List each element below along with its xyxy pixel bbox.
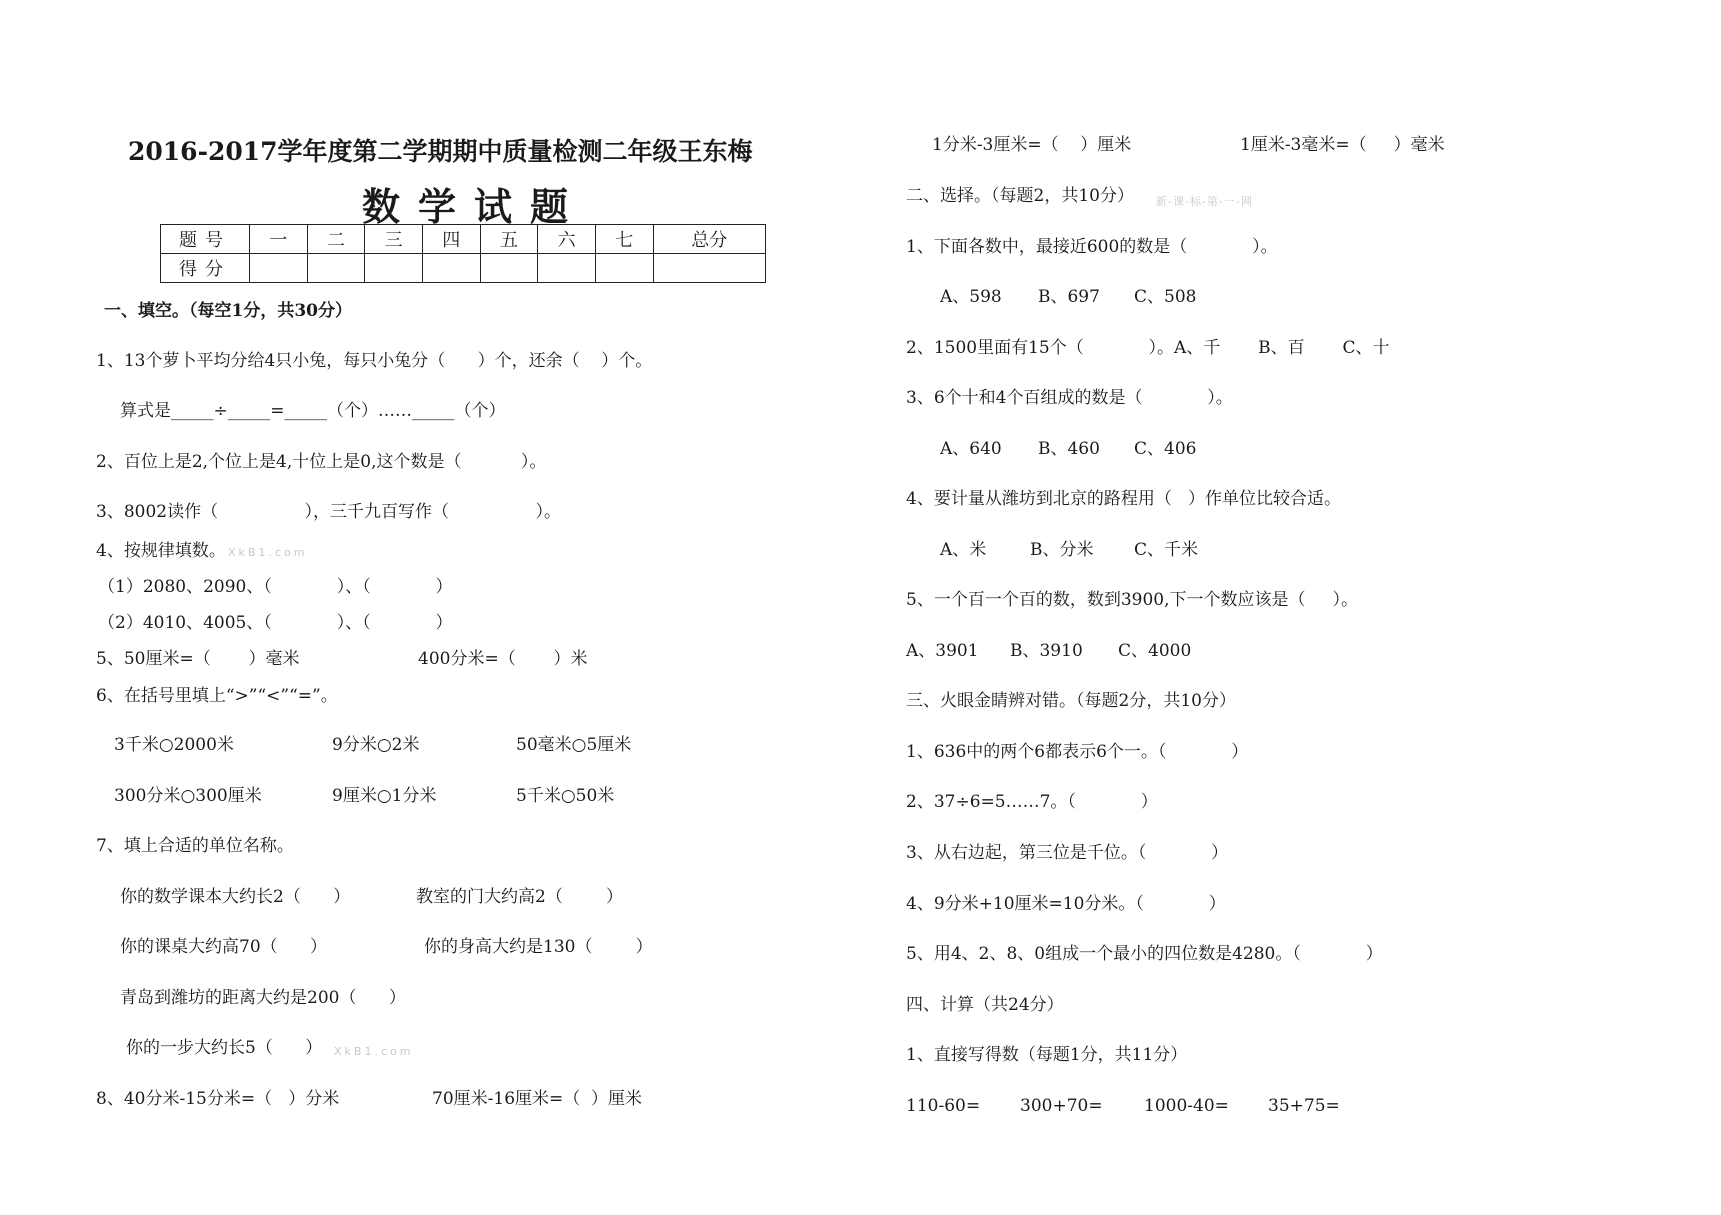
calc-item: 1000-40= xyxy=(1144,1096,1229,1116)
choice-option: B、460 xyxy=(1038,439,1100,459)
score-cell xyxy=(595,254,653,283)
choice-option: A、640 xyxy=(940,439,1002,459)
choice-question-2: 2、1500里面有15个（ ）。A、千 B、百 C、十 xyxy=(906,338,1390,358)
comparison-item: 3千米○2000米 xyxy=(114,735,234,755)
question-7: 7、填上合适的单位名称。 xyxy=(96,836,294,856)
unit-item: 你的课桌大约高70（ ） xyxy=(120,937,328,957)
choice-option: B、3910 xyxy=(1010,641,1083,661)
score-header-cell: 总分 xyxy=(653,225,765,254)
choice-question-5: 5、一个百一个百的数，数到3900,下一个数应该是（ ）。 xyxy=(906,590,1359,610)
choice-option: A、米 xyxy=(940,540,987,560)
question-3: 3、8002读作（ ），三千九百写作（ ）。 xyxy=(96,502,562,522)
unit-item: 你的一步大约长5（ ） xyxy=(126,1038,323,1058)
choice-question-1: 1、下面各数中，最接近600的数是（ ）。 xyxy=(906,237,1278,257)
choice-question-3: 3、6个十和4个百组成的数是（ ）。 xyxy=(906,388,1233,408)
score-cell xyxy=(422,254,480,283)
choice-option: C、406 xyxy=(1134,439,1197,459)
section-3-heading: 三、火眼金睛辨对错。（每题2分，共10分） xyxy=(906,691,1236,711)
section-1-heading: 一、填空。（每空1分，共30分） xyxy=(104,301,352,321)
comparison-item: 9厘米○1分米 xyxy=(332,786,437,806)
comparison-item: 50毫米○5厘米 xyxy=(516,735,632,755)
exam-subtitle: 数学试题 xyxy=(362,184,587,229)
question-5b: 400分米=（ ）米 xyxy=(418,649,588,669)
judge-question-3: 3、从右边起，第三位是千位。（ ） xyxy=(906,843,1229,863)
choice-option: A、3901 xyxy=(906,641,979,661)
score-header-cell: 二 xyxy=(307,225,365,254)
calc-subheading: 1、直接写得数（每题1分，共11分） xyxy=(906,1045,1188,1065)
score-header-cell: 三 xyxy=(365,225,423,254)
watermark-text: XkB1.com xyxy=(228,546,308,559)
score-cell xyxy=(307,254,365,283)
choice-option: A、598 xyxy=(940,287,1002,307)
choice-option: B、分米 xyxy=(1030,540,1094,560)
choice-option: B、697 xyxy=(1038,287,1100,307)
question-4: 4、按规律填数。 xyxy=(96,541,226,561)
question-2: 2、百位上是2,个位上是4,十位上是0,这个数是（ ）。 xyxy=(96,452,547,472)
choice-option: C、千米 xyxy=(1134,540,1199,560)
score-header-cell: 五 xyxy=(480,225,538,254)
score-header-label: 题号 xyxy=(161,225,250,254)
section-2-heading: 二、选择。（每题2，共10分） xyxy=(906,186,1134,206)
watermark-text: 新-课-标-第-一-网 xyxy=(1156,195,1253,208)
calc-item: 35+75= xyxy=(1268,1096,1340,1116)
score-header-cell: 六 xyxy=(538,225,596,254)
question-4-part-1: （1）2080、2090、（ ）、（ ） xyxy=(98,577,453,597)
judge-question-2: 2、37÷6=5……7。（ ） xyxy=(906,792,1158,812)
question-5a: 5、50厘米=（ ）毫米 xyxy=(96,649,300,669)
judge-question-4: 4、9分米+10厘米=10分米。（ ） xyxy=(906,894,1226,914)
judge-question-1: 1、636中的两个6都表示6个一。（ ） xyxy=(906,742,1249,762)
question-8c: 1分米-3厘米=（ ）厘米 xyxy=(932,135,1132,155)
comparison-item: 300分米○300厘米 xyxy=(114,786,262,806)
comparison-item: 9分米○2米 xyxy=(332,735,420,755)
section-4-heading: 四、计算（共24分） xyxy=(906,995,1064,1015)
question-1-formula: 算式是_____÷_____=_____（个）……_____（个） xyxy=(120,401,506,421)
score-header-cell: 四 xyxy=(422,225,480,254)
comparison-item: 5千米○50米 xyxy=(516,786,615,806)
score-cell xyxy=(480,254,538,283)
question-8a: 8、40分米-15分米=（ ）分米 xyxy=(96,1089,340,1109)
score-cell xyxy=(653,254,765,283)
score-header-cell: 一 xyxy=(250,225,308,254)
question-4-part-2: （2）4010、4005、（ ）、（ ） xyxy=(98,613,453,633)
score-cell xyxy=(250,254,308,283)
score-table xyxy=(160,224,766,283)
score-header-cell: 七 xyxy=(595,225,653,254)
score-table-score-row xyxy=(161,254,766,283)
watermark-text: XkB1.com xyxy=(334,1045,414,1058)
unit-item: 你的身高大约是130（ ） xyxy=(424,937,653,957)
score-table-header-row xyxy=(161,225,766,254)
unit-item: 教室的门大约高2（ ） xyxy=(416,887,624,907)
calc-item: 300+70= xyxy=(1020,1096,1103,1116)
score-row-label: 得分 xyxy=(161,254,250,283)
question-8d: 1厘米-3毫米=（ ）毫米 xyxy=(1240,135,1445,155)
judge-question-5: 5、用4、2、8、0组成一个最小的四位数是4280。（ ） xyxy=(906,944,1383,964)
choice-option: C、508 xyxy=(1134,287,1197,307)
calc-item: 110-60= xyxy=(906,1096,981,1116)
unit-item: 你的数学课本大约长2（ ） xyxy=(120,887,351,907)
question-1: 1、13个萝卜平均分给4只小兔，每只小兔分（ ）个，还余（ ）个。 xyxy=(96,351,653,371)
exam-title: 2016-2017学年度第二学期期中质量检测二年级王东梅 xyxy=(128,137,753,166)
choice-option: C、4000 xyxy=(1118,641,1192,661)
score-cell xyxy=(538,254,596,283)
score-cell xyxy=(365,254,423,283)
unit-item: 青岛到潍坊的距离大约是200（ ） xyxy=(120,988,406,1008)
question-8b: 70厘米-16厘米=（ ）厘米 xyxy=(432,1089,643,1109)
question-6: 6、在括号里填上“>”“<”“=”。 xyxy=(96,686,338,706)
choice-question-4: 4、要计量从潍坊到北京的路程用（ ）作单位比较合适。 xyxy=(906,489,1342,509)
